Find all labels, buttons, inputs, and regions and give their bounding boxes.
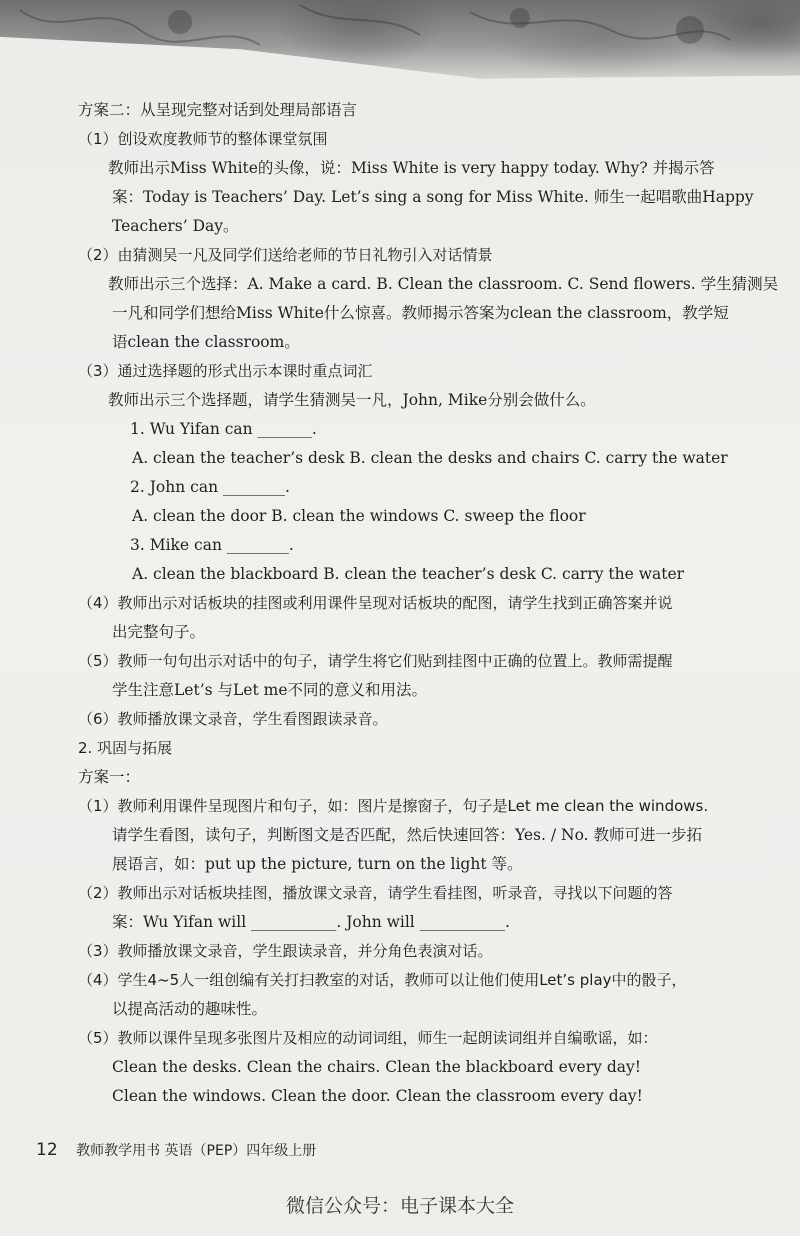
plan-two-heading: 方案二：从呈现完整对话到处理局部语言: [78, 101, 358, 119]
step-heading-2: （2）由猜测吴一凡及同学们送给老师的节日礼物引入对话情景: [78, 246, 493, 264]
paragraph-line: 语clean the classroom。: [112, 333, 300, 351]
paragraph-line: Teachers’ Day。: [112, 217, 239, 235]
paragraph-line: 学生注意Let’s 与Let me不同的意义和用法。: [112, 681, 427, 699]
answer-options: A. clean the blackboard B. clean the teacher’s desk C. carry the water: [132, 565, 685, 583]
floral-decoration: [0, 0, 800, 82]
section-heading: 2. 巩固与拓展: [78, 739, 173, 757]
step-item-3: （3）教师播放课文录音，学生跟读录音，并分角色表演对话。: [78, 942, 493, 960]
step-item-1: （1）教师利用课件呈现图片和句子，如：图片是擦窗子，句子是Let me clean the windows.: [78, 797, 709, 815]
step-heading-1: （1）创设欢度教师节的整体课堂氛围: [78, 130, 328, 148]
paragraph-line: 出完整句子。: [112, 623, 206, 641]
paragraph-line: 案：Wu Yifan will ___________. John will ___________.: [112, 913, 510, 931]
question-item: 1. Wu Yifan can _______.: [130, 420, 317, 438]
paragraph-line: 以提高活动的趣味性。: [112, 1000, 268, 1018]
paragraph-line: 展语言，如：put up the picture, turn on the light 等。: [112, 855, 523, 873]
page-number: 12: [36, 1140, 58, 1160]
page-footer: [36, 1140, 316, 1160]
step-heading-3: （3）通过选择题的形式出示本课时重点词汇: [78, 362, 373, 380]
step-heading-4: （4）教师出示对话板块的挂图或利用课件呈现对话板块的配图，请学生找到正确答案并说: [78, 594, 673, 612]
question-item: 3. Mike can ________.: [130, 536, 294, 554]
book-title: 教师教学用书 英语（PEP）四年级上册: [76, 1143, 317, 1159]
answer-options: A. clean the teacher’s desk B. clean the desks and chairs C. carry the water: [132, 449, 728, 467]
chant-line: Clean the windows. Clean the door. Clean the classroom every day!: [112, 1087, 643, 1105]
chant-line: Clean the desks. Clean the chairs. Clean the blackboard every day!: [112, 1058, 641, 1076]
page-body: [78, 96, 779, 1111]
answer-options: A. clean the door B. clean the windows C. sweep the floor: [132, 507, 586, 525]
step-item-2: （2）教师出示对话板块挂图，播放课文录音，请学生看挂图，听录音，寻找以下问题的答: [78, 884, 673, 902]
paragraph-line: 请学生看图，读句子，判断图文是否匹配，然后快速回答：Yes. / No. 教师可进一步拓: [112, 826, 702, 844]
watermark-text: 微信公众号：电子课本大全: [285, 1195, 514, 1217]
paragraph-line: 一凡和同学们想给Miss White什么惊喜。教师揭示答案为clean the classroom，教学短: [112, 304, 729, 322]
paragraph-line: 教师出示Miss White的头像，说：Miss White is very happy today. Why? 并揭示答: [108, 159, 715, 177]
step-heading-5: （5）教师一句句出示对话中的句子，请学生将它们贴到挂图中正确的位置上。教师需提醒: [78, 652, 673, 670]
paragraph-line: 案：Today is Teachers’ Day. Let’s sing a song for Miss White. 师生一起唱歌曲Happy: [112, 188, 754, 206]
paragraph-line: 教师出示三个选择：A. Make a card. B. Clean the classroom. C. Send flowers. 学生猜测吴: [108, 275, 779, 293]
step-item-4: （4）学生4~5人一组创编有关打扫教室的对话，教师可以让他们使用Let’s play中的骰子，: [78, 971, 687, 989]
step-item-5: （5）教师以课件呈现多张图片及相应的动词词组，师生一起朗读词组并自编歌谣，如：: [78, 1029, 658, 1047]
paragraph-line: 教师出示三个选择题，请学生猜测吴一凡，John, Mike分别会做什么。: [108, 391, 596, 409]
step-heading-6: （6）教师播放课文录音，学生看图跟读录音。: [78, 710, 388, 728]
plan-one-heading: 方案一：: [78, 768, 141, 786]
question-item: 2. John can ________.: [130, 478, 290, 496]
